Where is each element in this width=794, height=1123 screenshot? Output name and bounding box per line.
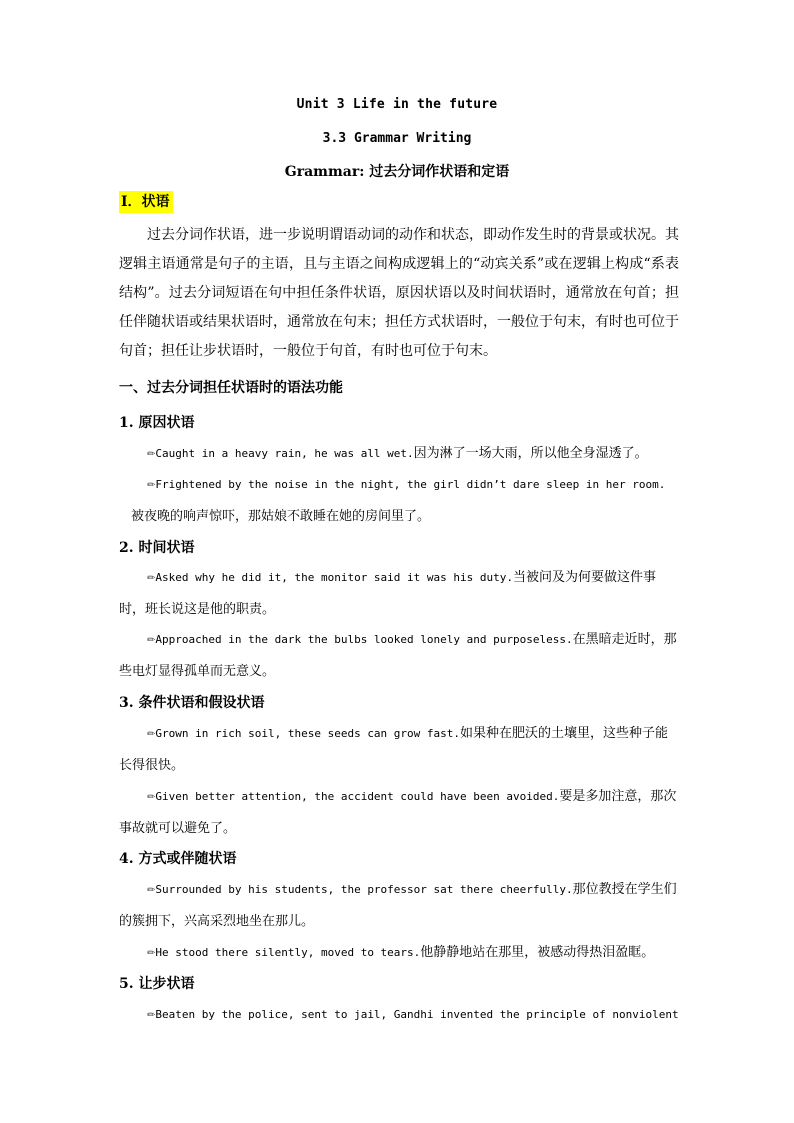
- section-label-highlighted: Ⅰ．状语: [119, 191, 173, 213]
- example-8: [119, 937, 679, 969]
- subheading-cause: 1. 原因状语: [119, 415, 195, 431]
- example-1: [119, 438, 679, 470]
- example-7: [119, 874, 679, 937]
- example-6: [119, 781, 679, 844]
- intro-paragraph: 过去分词作状语，进一步说明谓语动词的动作和状态，即动作发生时的背景或状况。其逻辑主语通常是句子的主语，且与主语之间构成逻辑上的“动宾关系”或在逻辑上构成“系表结构”。过去分词短语在句中担任条件状语，原因状语以及时间状语时，通常放在句首；担任伴随状语或结果状语时，通常放在句末；担任方式状语时，一般位于句末，有时也可位于句首；担任让步状语时，一般位于句首，有时也可位于句末。: [119, 227, 679, 359]
- pencil-icon: ✏: [147, 449, 156, 460]
- example-1-zh: 因为淋了一场大雨，所以他全身湿透了。: [413, 446, 648, 461]
- example-8-zh: 他静静地站在那里，被感动得热泪盈眶。: [420, 945, 655, 960]
- example-5-zh: 如果种在肥沃的土壤里，这些种子能长得很快。: [119, 726, 669, 773]
- pencil-icon: ✏: [147, 1010, 156, 1021]
- example-4-en: Approached in the dark the bulbs looked lonely and purposeless.: [155, 633, 573, 646]
- example-3: [119, 562, 679, 625]
- example-3-en: Asked why he did it, the monitor said it was his duty.: [155, 571, 514, 584]
- example-4: [119, 624, 679, 687]
- pencil-icon: ✏: [147, 480, 156, 491]
- grammar-topic: Grammar: 过去分词作状语和定语: [284, 164, 510, 180]
- subheading-condition: 3. 条件状语和假设状语: [119, 695, 265, 711]
- heading-grammar-function: 一、过去分词担任状语时的语法功能: [119, 380, 343, 396]
- subheading-concession: 5. 让步状语: [119, 976, 195, 992]
- example-9: [119, 999, 679, 1031]
- example-1-en: Caught in a heavy rain, he was all wet.: [155, 447, 414, 460]
- example-8-en: He stood there silently, moved to tears.: [155, 946, 421, 959]
- example-4-zh: 在黑暗走近时，那些电灯显得孤单而无意义。: [119, 632, 677, 679]
- pencil-icon: ✏: [147, 573, 156, 584]
- pencil-icon: ✏: [147, 948, 156, 959]
- example-2: [119, 469, 679, 532]
- pencil-icon: ✏: [147, 635, 156, 646]
- example-3-zh: 当被问及为何要做这件事时，班长说这是他的职责。: [119, 570, 657, 617]
- example-7-en: Surrounded by his students, the professor sat there cheerfully.: [155, 883, 573, 896]
- example-9-en: Beaten by the police, sent to jail, Gandhi invented the principle of nonviolent: [155, 1008, 679, 1021]
- pencil-icon: ✏: [147, 729, 156, 740]
- pencil-icon: ✏: [147, 792, 156, 803]
- example-7-zh: 那位教授在学生们的簇拥下，兴高采烈地坐在那儿。: [119, 882, 677, 929]
- example-2-zh: 被夜晚的响声惊吓，那姑娘不敢睡在她的房间里了。: [131, 509, 431, 524]
- pencil-icon: ✏: [147, 885, 156, 896]
- subheading-manner: 4. 方式或伴随状语: [119, 851, 237, 867]
- example-6-zh: 要是多加注意，那次事故就可以避免了。: [119, 789, 677, 836]
- example-6-en: Given better attention, the accident could have been avoided.: [155, 790, 560, 803]
- example-2-en: Frightened by the noise in the night, the girl didn’t dare sleep in her room.: [155, 478, 666, 491]
- example-5: [119, 718, 679, 781]
- lesson-subtitle: 3.3 Grammar Writing: [322, 131, 472, 146]
- unit-title: Unit 3 Life in the future: [296, 97, 498, 112]
- example-5-en: Grown in rich soil, these seeds can grow fast.: [155, 727, 461, 740]
- subheading-time: 2. 时间状语: [119, 540, 195, 556]
